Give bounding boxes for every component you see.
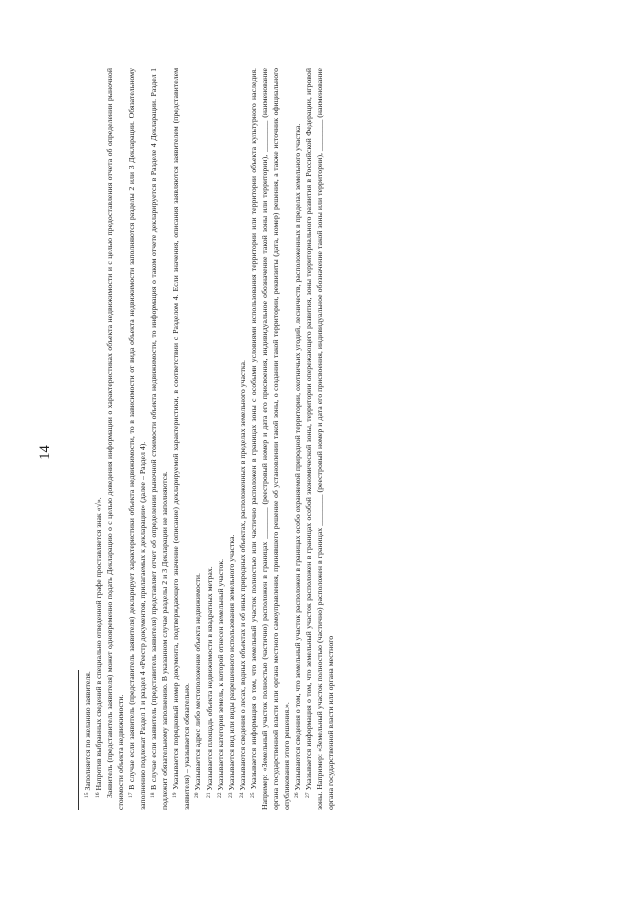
footnote-marker: 26 — [293, 792, 300, 798]
footnote-15 — [82, 68, 93, 810]
footnote-text: Указывается адрес либо местоположение объекта недвижимости. — [193, 572, 203, 791]
footnote-21 — [204, 68, 215, 810]
footnote-20 — [192, 68, 203, 810]
footnote-27 — [303, 68, 336, 810]
footnote-22 — [215, 68, 226, 810]
footnotes-block — [82, 68, 336, 810]
footnote-marker: 24 — [238, 792, 245, 798]
footnote-marker: 18 — [150, 792, 157, 798]
footnote-16-continuation — [104, 68, 126, 810]
footnote-separator-line — [78, 670, 79, 810]
footnote-marker: 16 — [95, 792, 102, 798]
footnote-18 — [148, 68, 170, 810]
footnote-text: Заполняется по желанию заявителя. — [83, 671, 92, 791]
footnote-text: Указывается площадь объекта недвижимости в квадратных метрах. — [204, 566, 214, 791]
footnote-text: Напротив выбранных сведений в специально отведенной графе проставляется знак «√». — [94, 497, 104, 791]
footnote-text: Указывается информация о том, что земельный участок расположен в границах особой экономической зоны, территории опережающего развития, зоны территориального развития в Российской Федерации, игровой зоны. Например: «Земельный участок полностью (частично) расположен в границах ________ (реестровый номер и дата его присвоения, индивидуальное обозначение такой зоны или территории), ________ (наименование органа государственной власти или органа местного — [303, 68, 336, 810]
footnote-17 — [126, 68, 148, 810]
footnote-marker: 17 — [128, 792, 135, 798]
page-number: 14 — [37, 445, 53, 460]
footnote-25 — [248, 68, 292, 810]
footnote-text: Указывается порядковый номер документа, подтверждающего значение (описание) декларируемой характеристики, в соответствии с Разделом 4. Если значения, описания заявляются заявителем (представителем заявителя) – указывается обязательно. — [171, 68, 192, 810]
footnote-text: Указываются сведения о лесах, водных объектах и об иных природных объектах, расположенных в пределах земельного участка. — [237, 360, 247, 791]
footnote-16 — [93, 68, 104, 810]
footnote-24 — [237, 68, 248, 810]
footnote-marker: 19 — [172, 792, 179, 798]
footnote-text: В случае если заявитель (представитель заявителя) представляет отчет об определении рыночной стоимости объекта недвижимости, то информация о таком отчете декларируется в Разделе 4 Декларации. Раздел 1 подлежит обязательному заполнению. В указанном случае разделы 2 и 3 Декларации не заполняются. — [149, 68, 170, 810]
footnote-text: Указывается информация о том, что земельный участок полностью или частично расположен в границах зоны с особыми условиями использования территории или территории объекта культурного наследия. Например: «Земельный участок полностью (частично) расположен в границах ________ (реестровый номер и дата его присвоения, индивидуальное обозначение такой зоны или территории), ________ (наименование органа государственной власти или органа местного самоуправления, принявшего решение об установлении такой зоны, о создании такой территории, реквизиты (дата, номер) решения, а также источник официального опубликования этого решения.». — [248, 68, 291, 810]
footnote-marker: 21 — [205, 792, 212, 798]
footnote-text: Указывается категория земель, к которой отнесен земельный участок. — [215, 558, 225, 791]
footnote-19 — [170, 68, 192, 810]
footnote-marker: 27 — [304, 792, 311, 798]
footnote-text: Заявитель (представитель заявителя) может одновременно подать Декларацию о с целью доведения информации о характеристиках объекта недвижимости и с целью предоставления отчета об определении рыночной стоимости объекта недвижимости. — [105, 68, 126, 810]
footnote-text: Указываются сведения о том, что земельный участок расположен в границах особо охраняемой природной территории, охотничьих угодий, лесничеств, расположенных в пределах земельного участка. — [292, 123, 302, 791]
footnote-text: В случае если заявитель (представитель заявителя) декларирует характеристики объекта недвижимости, то в зависимости от вида объекта недвижимости заполняются разделы 2 или 3 Декларации. Обязательному заполнению подлежат Раздел 1 и раздел 4 «Реестр документов, прилагаемых к декларации» (далее – Раздел 4). — [127, 67, 148, 810]
footnote-marker: 22 — [216, 792, 223, 798]
footnote-marker: 20 — [194, 792, 201, 798]
footnote-text: Указывается вид или виды разрешенного использования земельного участка. — [226, 534, 236, 791]
footnote-marker: 15 — [84, 792, 90, 798]
footnote-marker: 23 — [227, 792, 234, 798]
footnote-26 — [292, 68, 303, 810]
footnote-23 — [226, 68, 237, 810]
footnote-marker: 25 — [249, 792, 256, 798]
